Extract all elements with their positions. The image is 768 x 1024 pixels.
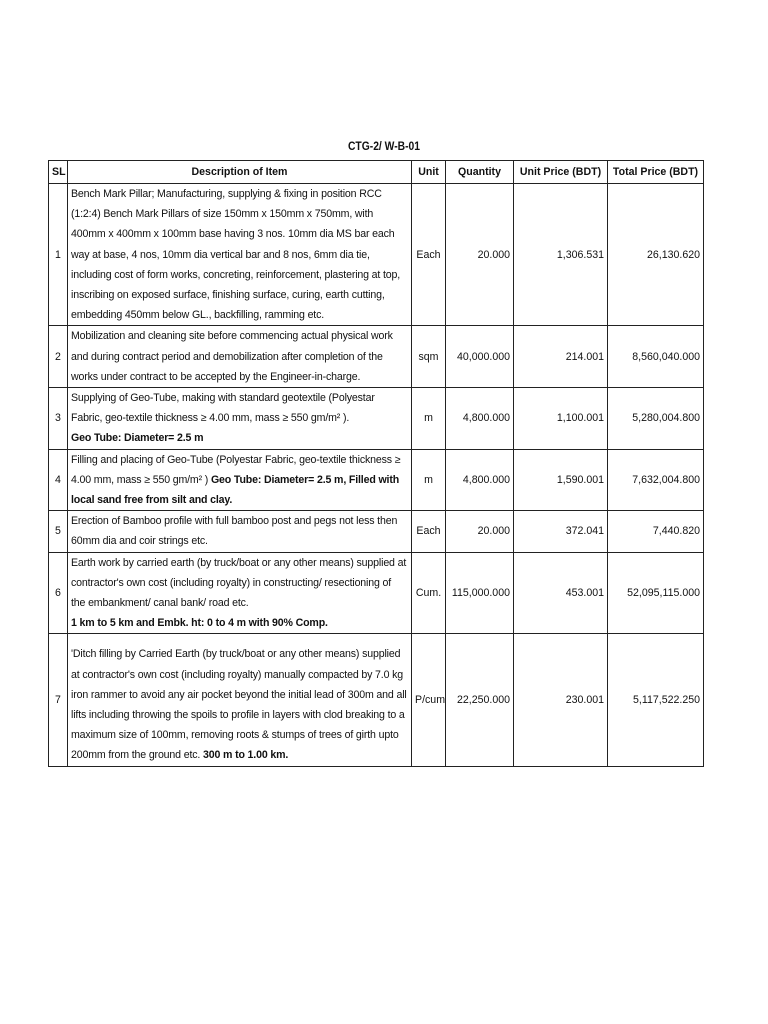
- description-text: Filling and placing of Geo-Tube (Polyestar Fabric, geo-textile thickness ≥ 4.00 mm, mass ≥ 550 gm/m² ): [71, 453, 401, 486]
- cell-sl: 3: [49, 388, 68, 450]
- cell-unit: Each: [412, 511, 446, 552]
- description-text: Erection of Bamboo profile with full bamboo post and pegs not less then 60mm dia and coir strings etc.: [71, 515, 398, 548]
- cell-description: [68, 634, 412, 766]
- header-description: Description of Item: [68, 161, 412, 184]
- cell-total-price: 7,440.820: [608, 511, 704, 552]
- cell-total-price: 5,117,522.250: [608, 634, 704, 766]
- header-unit: Unit: [412, 161, 446, 184]
- table-row: [49, 449, 704, 511]
- description-bold-text: Geo Tube: Diameter= 2.5 m: [71, 432, 204, 445]
- cell-sl: 6: [49, 552, 68, 634]
- bill-of-quantities-table: [48, 160, 704, 767]
- cell-quantity: 22,250.000: [446, 634, 514, 766]
- cell-unit: P/cum: [412, 634, 446, 766]
- description-text: Earth work by carried earth (by truck/boat or any other means) supplied at contractor's own cost (including royalty) in constructing/ resectioning of the embankment/ canal bank/ road etc.: [71, 556, 407, 610]
- cell-unit-price: 230.001: [514, 634, 608, 766]
- cell-sl: 1: [49, 184, 68, 326]
- cell-unit: Cum.: [412, 552, 446, 634]
- cell-unit-price: 214.001: [514, 326, 608, 388]
- cell-sl: 7: [49, 634, 68, 766]
- cell-unit: m: [412, 388, 446, 450]
- table-row: [49, 511, 704, 552]
- header-sl: SL: [49, 161, 68, 184]
- cell-total-price: 26,130.620: [608, 184, 704, 326]
- cell-quantity: 4,800.000: [446, 449, 514, 511]
- cell-description: [68, 326, 412, 388]
- table-row: [49, 388, 704, 450]
- cell-unit-price: 1,590.001: [514, 449, 608, 511]
- cell-quantity: 20.000: [446, 511, 514, 552]
- header-total-price: Total Price (BDT): [608, 161, 704, 184]
- document-title: CTG-2/ W-B-01: [347, 139, 421, 153]
- description-text: Mobilization and cleaning site before commencing actual physical work and during contract period and demobilization after completion of the works under contract to be accepted by the Engineer-in-charge.: [71, 330, 393, 383]
- description-bold-text: 300 m to 1.00 km.: [202, 749, 289, 762]
- cell-sl: 2: [49, 326, 68, 388]
- description-bold-text: Geo Tube: Diameter= 2.5 m, Filled with local sand free from silt and clay.: [71, 473, 400, 507]
- cell-unit: m: [412, 449, 446, 511]
- header-quantity: Quantity: [446, 161, 514, 184]
- cell-unit: Each: [412, 184, 446, 326]
- description-bold-text: 1 km to 5 km and Embk. ht: 0 to 4 m with 90% Comp.: [71, 617, 328, 630]
- cell-description: [68, 449, 412, 511]
- cell-description: [68, 511, 412, 552]
- table-row: [49, 184, 704, 326]
- description-text: Bench Mark Pillar; Manufacturing, supplying & fixing in position RCC (1:2:4) Bench Mark Pillars of size 150mm x 150mm x 750mm, with 400mm x 400mm x 100mm base having 3 nos. 10mm dia MS bar each way at base, 4 nos, 10mm dia vertical bar and 8 nos, 6mm dia tie, including cost of form works, concreting, reinforcement, plastering at top, inscribing on exposed surface, finishing surface, curing, earth cutting, embedding 450mm below GL., backfilling, ramming etc.: [71, 188, 401, 322]
- cell-sl: 4: [49, 449, 68, 511]
- cell-unit-price: 1,100.001: [514, 388, 608, 450]
- table-row: [49, 552, 704, 634]
- cell-quantity: 4,800.000: [446, 388, 514, 450]
- cell-total-price: 8,560,040.000: [608, 326, 704, 388]
- cell-unit-price: 372.041: [514, 511, 608, 552]
- table-header-row: [49, 161, 704, 184]
- header-unit-price: Unit Price (BDT): [514, 161, 608, 184]
- table-row: [49, 326, 704, 388]
- description-text: 'Ditch filling by Carried Earth (by truck/boat or any other means) supplied at contractor's own cost (including royalty) manually compacted by 7.0 kg iron rammer to avoid any air pocket beyond the initial lead of 300m and all lifts including throwing the spoils to profile in layers with clod breaking to a maximum size of 100mm, removing roots & stumps of trees of girth upto 200mm from the ground etc.: [71, 648, 407, 762]
- cell-total-price: 52,095,115.000: [608, 552, 704, 634]
- cell-quantity: 115,000.000: [446, 552, 514, 634]
- cell-description: [68, 184, 412, 326]
- cell-quantity: 40,000.000: [446, 326, 514, 388]
- cell-total-price: 5,280,004.800: [608, 388, 704, 450]
- table-row: [49, 634, 704, 766]
- cell-description: [68, 388, 412, 450]
- cell-unit-price: 1,306.531: [514, 184, 608, 326]
- cell-sl: 5: [49, 511, 68, 552]
- cell-quantity: 20.000: [446, 184, 514, 326]
- cell-total-price: 7,632,004.800: [608, 449, 704, 511]
- cell-unit-price: 453.001: [514, 552, 608, 634]
- cell-unit: sqm: [412, 326, 446, 388]
- description-text: Supplying of Geo-Tube, making with standard geotextile (Polyestar Fabric, geo-textile thickness ≥ 4.00 mm, mass ≥ 550 gm/m² ).: [71, 392, 375, 425]
- cell-description: [68, 552, 412, 634]
